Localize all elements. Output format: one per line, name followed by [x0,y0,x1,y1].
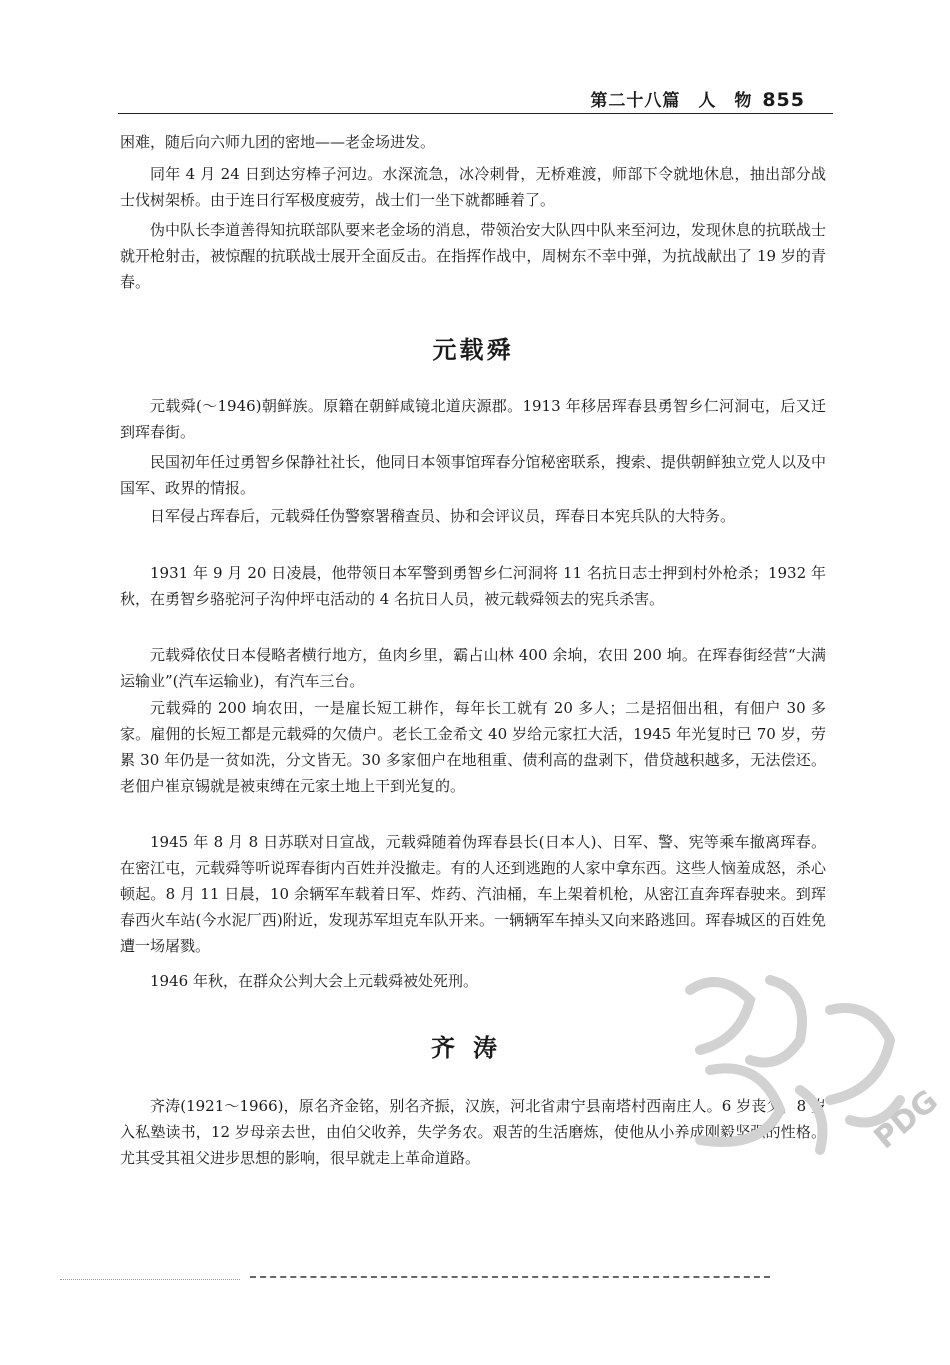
header-rule [118,113,833,114]
paragraph: 伪中队长李道善得知抗联部队要来老金场的消息，带领治安大队四中队来至河边，发现休息的抗联战士就开枪射击，被惊醒的抗联战士展开全面反击。在指挥作战中，周树东不幸中弹，为抗战献出了 19 岁的青春。 [120,221,826,291]
watermark-text: PDG [867,1083,940,1157]
paragraph: 齐涛(1921～1966)，原名齐金铭，别名齐振，汉族，河北省肃宁县南塔村西南庄人。6 岁丧父，8 岁入私塾读书，12 岁母亲去世，由伯父收养，失学务农。艰苦的生活磨炼，使他从小养成刚毅坚强的性格。尤其受其祖父进步思想的影响，很早就走上革命道路。 [120,1097,826,1167]
paragraph: 元载舜的 200 垧农田，一是雇长短工耕作，每年长工就有 20 多人；二是招佃出租，有佃户 30 多家。雇佣的长短工都是元载舜的欠债户。老长工金希文 40 岁给元家扛大活，1945 年光复时已 70 岁，劳累 30 年仍是一贫如洗，分文皆无。30 多家佃户在地租重、债利高的盘剥下，借贷越积越多，无法偿还。老佃户崔京锡就是被束缚在元家土地上干到光复的。 [120,699,826,795]
running-head [590,86,805,111]
watermark-seal [650,950,940,1200]
paragraph: 1945 年 8 月 8 日苏联对日宣战，元载舜随着伪珲春县长(日本人)、日军、警、宪等乘车撤离珲春。在密江屯，元载舜等听说珲春街内百姓并没撤走。有的人还到逃跑的人家中拿东西。这些人恼羞成怒，杀心顿起。8 月 11 日晨，10 余辆军车载着日军、炸药、汽油桶，车上架着机枪，从密江直奔珲春驶来。到珲春西火车站(今水泥厂西)附近，发现苏军坦克车队开来。一辆辆军车掉头又向来路逃回。珲春城区的百姓免遭一场屠戮。 [120,833,826,955]
section-title: 元载舜 [432,335,514,364]
paragraph: 1931 年 9 月 20 日凌晨，他带领日本军警到勇智乡仁河洞将 11 名抗日志士押到村外枪杀；1932 年秋，在勇智乡骆驼河子沟仲坪屯活动的 4 名抗日人员，被元载舜领去的宪兵杀害。 [120,564,826,608]
paragraph: 元载舜依仗日本侵略者横行地方，鱼肉乡里，霸占山林 400 余垧，农田 200 垧。在珲春街经营“大满运输业”(汽车运输业)，有汽车三台。 [120,646,826,690]
footer-rule [250,1276,770,1278]
section-title: 齐涛 [431,1033,515,1062]
footer-rule [60,1279,240,1280]
page-header [118,84,833,114]
chapter-title: 第二十八篇 人 物 [590,91,753,111]
page-number: 855 [762,89,805,111]
paragraph: 同年 4 月 24 日到达穷棒子河边。水深流急，冰冷刺骨，无桥难渡，师部下令就地休息，抽出部分战士伐树架桥。由于连日行军极度疲劳，战士们一坐下就都睡着了。 [120,165,826,209]
paragraph: 元载舜(～1946)朝鲜族。原籍在朝鲜咸镜北道庆源郡。1913 年移居珲春县勇智乡仁河洞屯，后又迁到珲春街。 [120,397,826,441]
paragraph: 困难，随后向六师九团的密地——老金场进发。 [120,133,436,151]
paragraph: 日军侵占珲春后，元载舜任伪警察署稽查员、协和会评议员，珲春日本宪兵队的大特务。 [150,507,736,525]
paragraph: 1946 年秋，在群众公判大会上元载舜被处死刑。 [150,972,478,990]
paragraph: 民国初年任过勇智乡保静社社长，他同日本领事馆珲春分馆秘密联系，搜索、提供朝鲜独立党人以及中国军、政界的情报。 [120,453,826,497]
